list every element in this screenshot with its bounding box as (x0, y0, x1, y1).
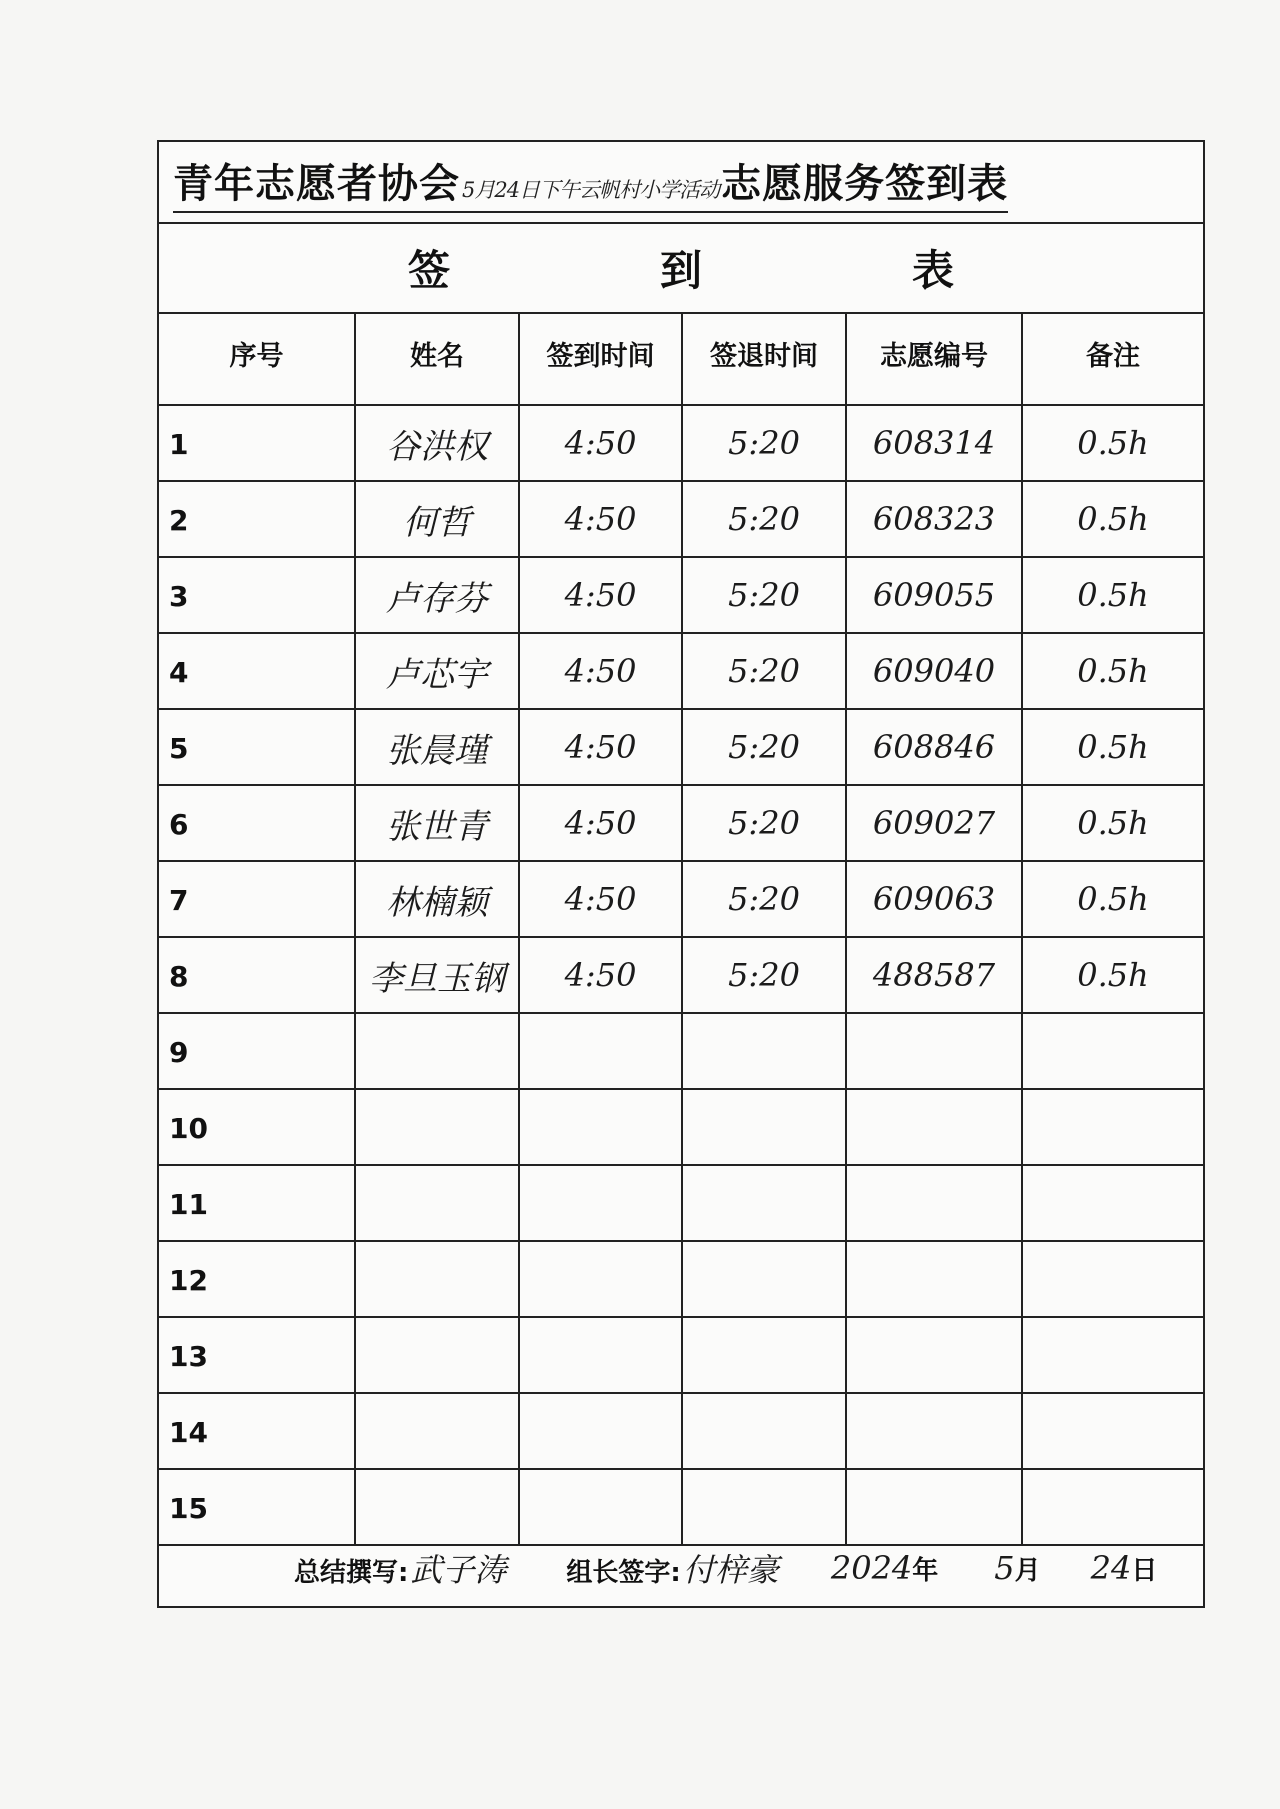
row-number: 14 (159, 1393, 355, 1469)
table-row (159, 557, 1203, 633)
header-name: 姓名 (355, 314, 519, 405)
sign-out-time: 5:20 (682, 633, 846, 709)
sign-in-time (519, 1241, 682, 1317)
header-sign-out-time: 签退时间 (682, 314, 846, 405)
row-number: 1 (159, 405, 355, 481)
remark: 0.5h (1022, 861, 1203, 937)
remark (1022, 1241, 1203, 1317)
volunteer-id (846, 1393, 1022, 1469)
volunteer-id: 609063 (846, 861, 1022, 937)
volunteer-id: 609055 (846, 557, 1022, 633)
writer-signature: 武子涛 (410, 1551, 507, 1589)
sign-in-time: 4:50 (519, 557, 682, 633)
month-value: 5 (994, 1549, 1015, 1587)
sign-in-time: 4:50 (519, 405, 682, 481)
sign-out-time (682, 1013, 846, 1089)
footer-row (159, 1530, 1203, 1606)
sign-in-time: 4:50 (519, 633, 682, 709)
leader-label: 组长签字: (566, 1558, 681, 1588)
volunteer-id: 609040 (846, 633, 1022, 709)
remark: 0.5h (1022, 785, 1203, 861)
sign-in-time (519, 1393, 682, 1469)
banner-char: 表 (912, 246, 955, 295)
sign-out-time (682, 1393, 846, 1469)
row-number: 8 (159, 937, 355, 1013)
sign-in-sheet (157, 140, 1205, 1608)
volunteer-name: 卢芯宇 (355, 633, 519, 709)
writer-label: 总结撰写: (294, 1558, 409, 1588)
row-number: 5 (159, 709, 355, 785)
sign-out-time (682, 1089, 846, 1165)
year-value: 2024 (830, 1549, 913, 1587)
volunteer-id (846, 1013, 1022, 1089)
volunteer-name: 张晨瑾 (355, 709, 519, 785)
volunteer-name (355, 1013, 519, 1089)
sign-in-time (519, 1089, 682, 1165)
table-body (159, 405, 1203, 1545)
banner-row (159, 224, 1203, 314)
sign-out-time: 5:20 (682, 481, 846, 557)
sign-out-time (682, 1241, 846, 1317)
row-number: 9 (159, 1013, 355, 1089)
table-row (159, 937, 1203, 1013)
row-number: 4 (159, 633, 355, 709)
remark: 0.5h (1022, 709, 1203, 785)
remark (1022, 1089, 1203, 1165)
attendance-table (159, 314, 1203, 1546)
document-title (173, 152, 1008, 213)
row-number: 6 (159, 785, 355, 861)
volunteer-name (355, 1393, 519, 1469)
row-number: 15 (159, 1469, 355, 1545)
volunteer-id (846, 1317, 1022, 1393)
sign-out-time: 5:20 (682, 785, 846, 861)
remark: 0.5h (1022, 633, 1203, 709)
volunteer-id: 609027 (846, 785, 1022, 861)
header-sign-in-time: 签到时间 (519, 314, 682, 405)
volunteer-name: 谷洪权 (355, 405, 519, 481)
sign-out-time: 5:20 (682, 557, 846, 633)
banner-char: 到 (659, 246, 702, 295)
sign-out-time: 5:20 (682, 861, 846, 937)
volunteer-name (355, 1317, 519, 1393)
sign-in-time: 4:50 (519, 785, 682, 861)
remark (1022, 1165, 1203, 1241)
leader-signature: 付梓豪 (682, 1551, 779, 1589)
table-row (159, 633, 1203, 709)
table-row (159, 1241, 1203, 1317)
day-unit: 日 (1131, 1556, 1158, 1586)
sign-in-time: 4:50 (519, 709, 682, 785)
header-number: 序号 (159, 314, 355, 405)
table-row (159, 709, 1203, 785)
sign-in-time (519, 1013, 682, 1089)
volunteer-name: 林楠颖 (355, 861, 519, 937)
table-row (159, 785, 1203, 861)
table-row (159, 1089, 1203, 1165)
sign-in-time: 4:50 (519, 481, 682, 557)
volunteer-id (846, 1241, 1022, 1317)
sign-out-time: 5:20 (682, 709, 846, 785)
row-number: 11 (159, 1165, 355, 1241)
table-row (159, 481, 1203, 557)
volunteer-id (846, 1089, 1022, 1165)
sign-out-time (682, 1317, 846, 1393)
header-row (159, 314, 1203, 405)
remark (1022, 1393, 1203, 1469)
volunteer-id: 488587 (846, 937, 1022, 1013)
year-unit: 年 (912, 1556, 939, 1586)
title-handwritten-event: 5月24日下午云帆村小学活动 (462, 177, 720, 202)
row-number: 3 (159, 557, 355, 633)
table-row (159, 405, 1203, 481)
remark: 0.5h (1022, 481, 1203, 557)
volunteer-name: 张世青 (355, 785, 519, 861)
row-number: 13 (159, 1317, 355, 1393)
table-row (159, 861, 1203, 937)
volunteer-name: 卢存芬 (355, 557, 519, 633)
volunteer-name: 李旦玉钢 (355, 937, 519, 1013)
row-number: 12 (159, 1241, 355, 1317)
table-row (159, 1165, 1203, 1241)
volunteer-id (846, 1165, 1022, 1241)
sign-out-time (682, 1165, 846, 1241)
header-remark: 备注 (1022, 314, 1203, 405)
row-number: 2 (159, 481, 355, 557)
table-row (159, 1317, 1203, 1393)
volunteer-id: 608846 (846, 709, 1022, 785)
sign-in-time: 4:50 (519, 937, 682, 1013)
remark: 0.5h (1022, 937, 1203, 1013)
volunteer-id: 608323 (846, 481, 1022, 557)
table-row (159, 1013, 1203, 1089)
volunteer-id: 608314 (846, 405, 1022, 481)
day-value: 24 (1090, 1549, 1132, 1587)
volunteer-name: 何哲 (355, 481, 519, 557)
remark (1022, 1013, 1203, 1089)
sign-in-time (519, 1165, 682, 1241)
title-suffix: 志愿服务签到表 (721, 160, 1009, 207)
row-number: 10 (159, 1089, 355, 1165)
sign-out-time: 5:20 (682, 937, 846, 1013)
remark: 0.5h (1022, 405, 1203, 481)
table-row (159, 1393, 1203, 1469)
row-number: 7 (159, 861, 355, 937)
title-prefix: 青年志愿者协会 (173, 160, 460, 207)
volunteer-name (355, 1089, 519, 1165)
title-row (159, 142, 1203, 224)
volunteer-name (355, 1165, 519, 1241)
month-unit: 月 (1014, 1556, 1041, 1586)
header-volunteer-id: 志愿编号 (846, 314, 1022, 405)
volunteer-name (355, 1241, 519, 1317)
banner-char: 签 (407, 246, 450, 295)
remark: 0.5h (1022, 557, 1203, 633)
remark (1022, 1317, 1203, 1393)
sign-in-time (519, 1317, 682, 1393)
sign-in-time: 4:50 (519, 861, 682, 937)
sign-out-time: 5:20 (682, 405, 846, 481)
